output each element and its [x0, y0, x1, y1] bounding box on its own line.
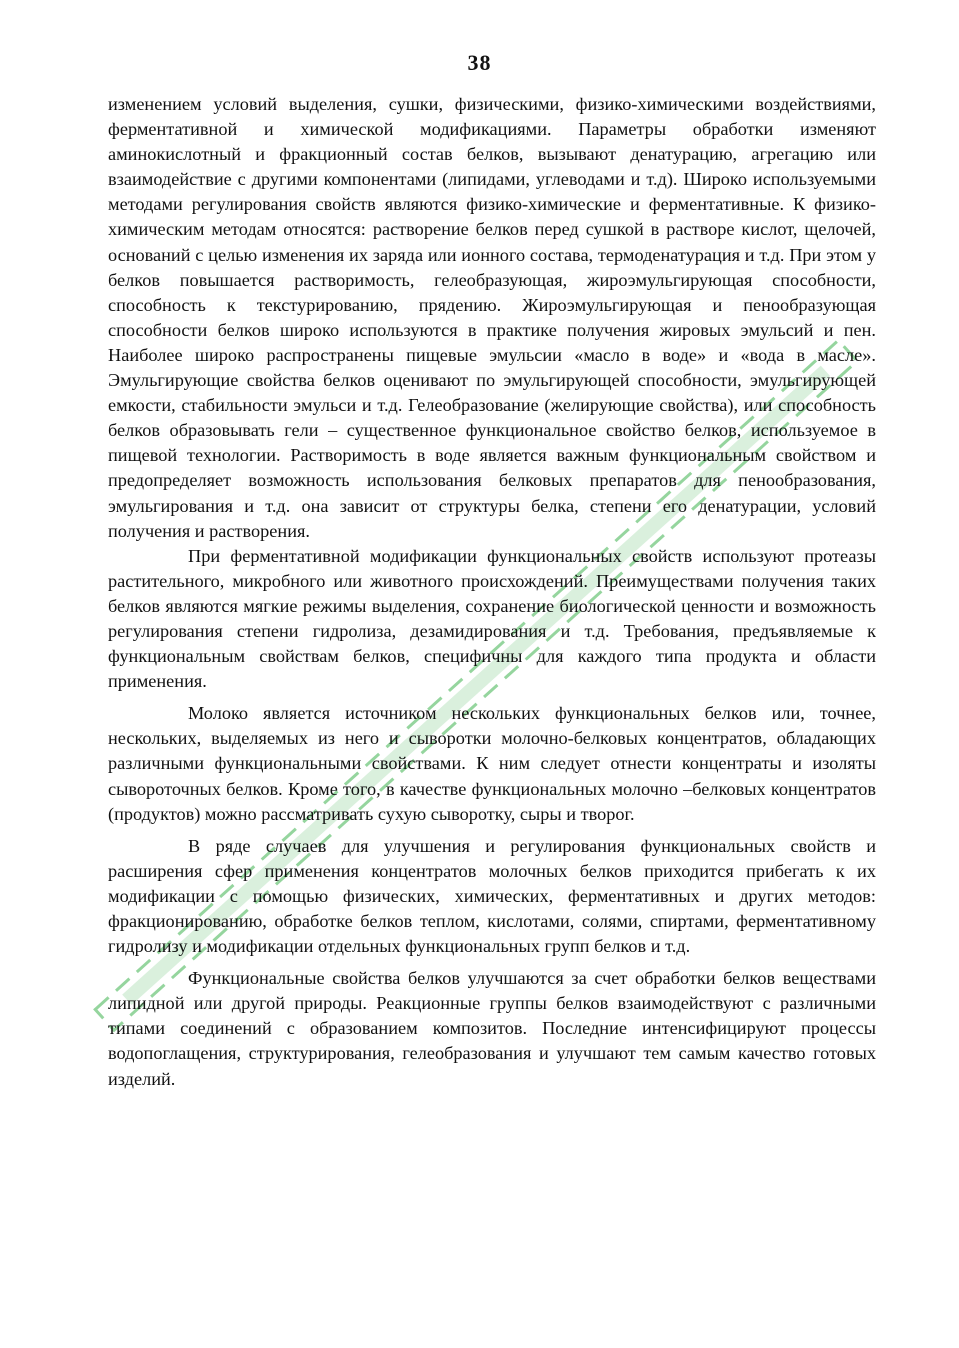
paragraph: Функциональные свойства белков улучшаются за счет обработки белков веществами липидной или другой природы. Реакционные группы белков взаимодействуют с различными типами соединений с образованием композитов. Последние интенсифицируют процессы водопоглащения, структурирования, гелеобразования и улучшают тем самым качество готовых изделий.: [108, 968, 876, 1089]
paragraph: изменением условий выделения, сушки, физическими, физико-химическими воздействиями, ферментативной и химической модификациями. Параметры обработки изменяют аминокислотный и фракционный состав белков, вызывают денатурацию, агрегацию или взаимодействие с другими компонентами (липидами, углеводами и т.д). Широко используемыми методами регулирования свойств являются физико-химические и ферментативные. К физико-химическим методам относятся: растворение белков перед сушкой в растворе кислот, щелочей, оснований с целью изменения их заряда или ионного состава, термоденатурация и т.д. При этом у белков повышается растворимость, гелеобразующая, жироэмульгирующая способности, способность к текстурированию, прядению. Жироэмульгирующая и пенообразующая способности белков широко используются в практике получения жировых эмульсий и пен. Наиболее широко распространены пищевые эмульсии «масло в воде» и «вода в масле». Эмульгирующие свойства белков оценивают по эмульгирующей способности, эмульгирующей емкости, стабильности эмульси и т.д. Гелеобразование (желирующие свойства), или способность белков образовывать гели – существенное функциональное свойство белков, используемое в пищевой технологии. Растворимость в воде является важным функциональным свойством и предопределяет возможность использования белковых препаратов для пенообразования, эмульгирования и т.д. она зависит от структуры белка, степени его денатурации, условий получения и растворения.: [108, 94, 876, 541]
page-number: 38: [467, 50, 492, 75]
paragraph: В ряде случаев для улучшения и регулирования функциональных свойств и расширения сфер применения концентратов молочных белков приходится прибегать к их модификации с помощью физических, химических, ферментативных и других методов: фракционированию, обработке белков теплом, кислотами, солями, спиртами, ферментативному гидролизу и модификации отдельных функциональных групп белков и т.д.: [108, 835, 876, 957]
paragraph: Молоко является источником нескольких функциональных белков или, точнее, нескольких, выделяемых из него и сыворотки молочно-белковых концентратов, обладающих различными функциональными свойствами. К ним следует отнести концентраты и изоляты сывороточных белков. Кроме того, в качестве функциональных молочно –белковых концентратов (продуктов) можно рассматривать сухую сыворотку, сыры и творог.: [108, 703, 876, 824]
paragraph: При ферментативной модификации функциональных свойств используют протеазы растительного, микробного или животного происхождений. Преимуществами получения таких белков являются мягкие режимы выделения, сохранение биологической ценности и возможность регулирования степени гидролиза, дезамидирования и т.д. Требования, предъявляемые к функциональным свойствам белков, специфичны для каждого типа продукта и области применения.: [108, 545, 876, 692]
body-text: [108, 92, 876, 1092]
